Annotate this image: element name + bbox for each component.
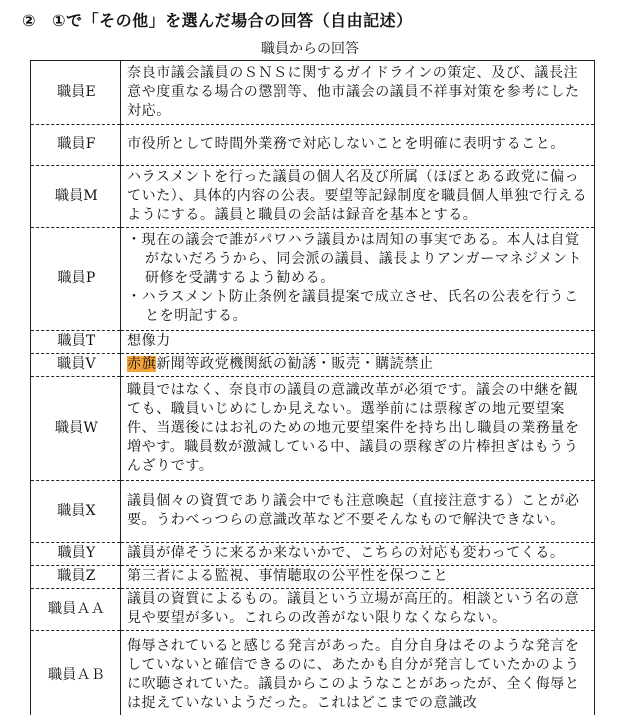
staff-answer — [121, 228, 595, 331]
table-row — [31, 228, 595, 331]
staff-name: 職員ＡＢ — [31, 631, 121, 715]
table-caption: 職員からの回答 — [261, 41, 359, 57]
staff-name: 職員V — [31, 354, 121, 377]
staff-name: 職員E — [31, 61, 121, 125]
staff-name: 職員Z — [31, 566, 121, 589]
staff-answer: 職員ではなく、奈良市の議員の意識改革が必須です。議会の中継を観ても、職員いじめにしか見えない。選挙前には票稼ぎの地元要望案件、当選後にはお礼のための地元要望案件を持ち出し職員の業務量を増やす。職員数が激減している中、議員の票稼ぎの片棒担ぎはもううんざりです。 — [121, 377, 595, 481]
highlighted-text: 赤旗 — [127, 356, 157, 372]
staff-answer: 議員個々の資質であり議会中でも注意喚起（直接注意する）ことが必要。うわべっつらの意識改革など不要そんなもので解決できない。 — [121, 481, 595, 543]
staff-answer — [121, 354, 595, 377]
table-row — [31, 589, 595, 631]
staff-answer: 市役所として時間外業務で対応しないことを明確に表明すること。 — [121, 125, 595, 166]
staff-answer: 第三者による監視、事情聴取の公平性を保つこと — [121, 566, 595, 589]
staff-name: 職員X — [31, 481, 121, 543]
staff-answer: 奈良市議会議員のＳＮＳに関するガイドラインの策定、及び、議長注意や度重なる場合の懲罰等、他市議会の議員不祥事対策を参考にした対応。 — [127, 64, 580, 119]
table-row — [31, 566, 595, 589]
table-row — [31, 125, 595, 166]
staff-name: 職員ＡＡ — [31, 589, 121, 631]
table-row — [31, 61, 595, 125]
bullet-item: ・現在の議会で誰がパワハラ議員かは周知の事実である。本人は自覚がないだろうから、同会派の議員、議長よりアンガーマネジメント研修を受講するよう勧める。 — [127, 232, 583, 286]
table-row — [31, 166, 595, 228]
table-row — [31, 331, 595, 354]
table-row — [31, 543, 595, 566]
staff-answer: ハラスメントを行った議員の個人名及び所属（ほぼとある政党に偏っていた）、具体的内容の公表。要望等記録制度を職員個人単独で行えるようにする。議員と職員の会話は録音を基本とする。 — [121, 166, 595, 228]
staff-answer: 議員が偉そうに来るか来ないかで、こちらの対応も変わってくる。 — [121, 543, 595, 566]
staff-name: 職員F — [31, 125, 121, 166]
table-row — [31, 377, 595, 481]
table-row — [31, 354, 595, 377]
table-row — [31, 631, 595, 715]
staff-answer: 想像力 — [121, 331, 595, 354]
bullet-item: ・ハラスメント防止条例を議員提案で成立させ、氏名の公表を行うことを明記する。 — [127, 289, 579, 324]
staff-name: 職員W — [31, 377, 121, 481]
staff-name: 職員M — [31, 166, 121, 228]
section-heading — [22, 8, 413, 31]
section-number: ② — [22, 11, 37, 30]
staff-name: 職員T — [31, 331, 121, 354]
staff-name: 職員P — [31, 228, 121, 331]
staff-response-table — [30, 60, 595, 715]
staff-answer: 侮辱されていると感じる発言があった。自分自身はそのような発言をしていないと確信できるのに、あたかも自分が発言していたかのように吹聴されていた。議員からこのようなことがあったが、全く侮辱とは捉えていないようだった。これはどこまでの意識改 — [121, 631, 595, 715]
section-title: ①で「その他」を選んだ場合の回答（自由記述） — [52, 11, 413, 30]
table-row — [31, 481, 595, 543]
staff-answer: 議員の資質によるもの。議員という立場が高圧的。相談という名の意見や要望が多い。これらの改善がない限りなくならない。 — [121, 589, 595, 631]
staff-name: 職員Y — [31, 543, 121, 566]
answer-rest: 新聞等政党機関紙の勧誘・販売・購読禁止 — [156, 356, 434, 372]
